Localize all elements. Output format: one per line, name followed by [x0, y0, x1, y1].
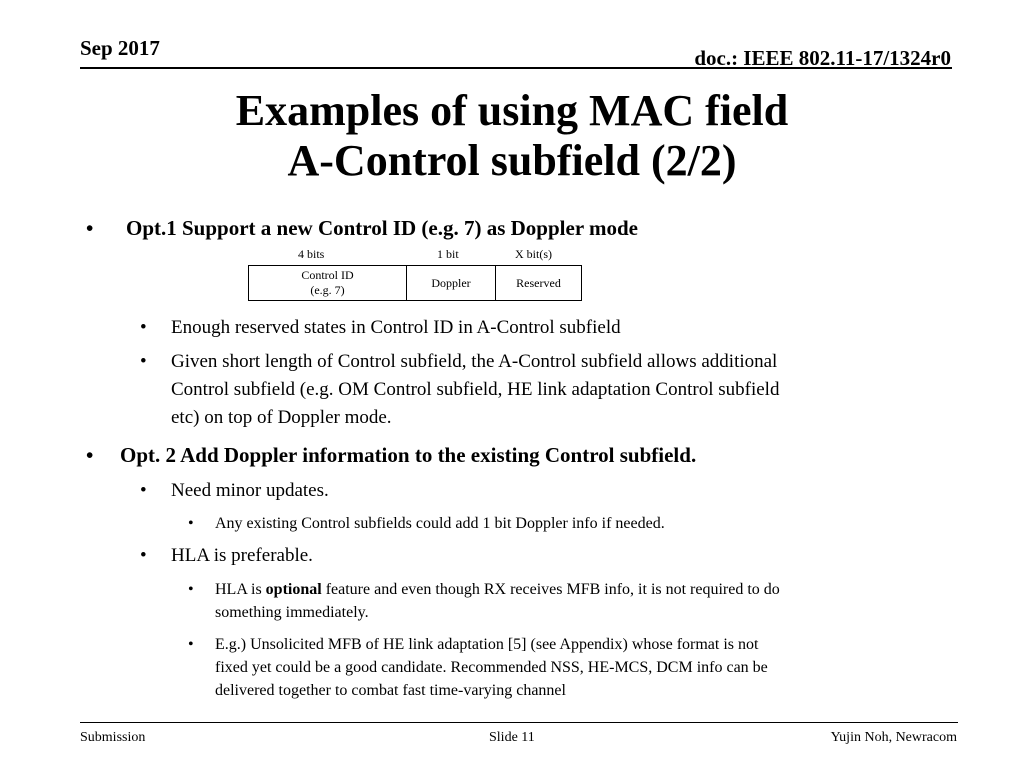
header-doc-id: doc.: IEEE 802.11-17/1324r0	[694, 46, 951, 70]
bullet-marker: •	[140, 317, 147, 338]
bullet-marker: •	[86, 216, 94, 240]
slide-title-line1: Examples of using MAC field	[235, 86, 789, 135]
bullet-opt2-sub2-sub1-line2: something immediately.	[215, 604, 369, 621]
footer-submission: Submission	[80, 730, 146, 745]
bullet-opt1-sub1-text: Enough reserved states in Control ID in A-Control subfield	[171, 317, 621, 338]
field-width-control-id: 4 bits	[298, 247, 325, 261]
text-run: HLA is	[215, 581, 266, 598]
bullet-marker: •	[188, 636, 194, 653]
bullet-opt1-sub2-text	[171, 348, 779, 432]
field-cell-control-id	[249, 266, 406, 300]
footer-divider	[80, 722, 958, 723]
bullet-opt2-sub2-sub2-line1: E.g.) Unsolicited MFB of HE link adaptation [5] (see Appendix) whose format is not	[215, 636, 759, 653]
field-cell-doppler-label: Doppler	[431, 275, 471, 290]
field-width-doppler: 1 bit	[437, 247, 459, 261]
field-cell-reserved-label: Reserved	[516, 275, 561, 290]
bullet-opt2-text: Opt. 2 Add Doppler information to the existing Control subfield.	[120, 443, 697, 467]
bullet-opt2-sub1-sub1-text: Any existing Control subfields could add 1 bit Doppler info if needed.	[215, 515, 665, 532]
field-cell-control-id-example: (e.g. 7)	[310, 283, 345, 297]
field-cell-doppler	[406, 266, 495, 300]
bullet-opt1-text: Opt.1 Support a new Control ID (e.g. 7) as Doppler mode	[126, 216, 638, 240]
field-diagram	[248, 265, 582, 301]
field-cell-control-id-label: Control ID	[301, 268, 354, 282]
bullet-opt1-sub2-line2: Control subfield (e.g. OM Control subfield, HE link adaptation Control subfield	[171, 379, 780, 400]
bullet-opt1-sub2-line3: etc) on top of Doppler mode.	[171, 407, 392, 428]
header-date: Sep 2017	[80, 36, 160, 60]
slide-title	[0, 86, 1024, 186]
bullet-opt2-sub2-text: HLA is preferable.	[171, 545, 313, 566]
bullet-opt2-sub2-sub1-text	[215, 578, 780, 624]
field-cell-reserved	[495, 266, 581, 300]
bullet-marker: •	[188, 581, 194, 598]
bullet-opt1-sub2-line1: Given short length of Control subfield, the A-Control subfield allows additional	[171, 351, 778, 372]
text-run: feature and even though RX receives MFB info, it is not required to do	[321, 581, 780, 598]
bullet-marker: •	[188, 515, 194, 532]
bullet-opt2-sub2-sub2-line3: delivered together to combat fast time-varying channel	[215, 682, 566, 699]
footer-slide-number: Slide 11	[489, 730, 535, 745]
bullet-marker: •	[140, 545, 147, 566]
header-divider	[80, 67, 952, 69]
bullet-opt2-sub2-sub2-line2: fixed yet could be a good candidate. Recommended NSS, HE-MCS, DCM info can be	[215, 659, 768, 676]
bullet-marker: •	[140, 351, 147, 372]
bullet-marker: •	[140, 480, 147, 501]
bullet-opt2-sub1-text: Need minor updates.	[171, 480, 329, 501]
bullet-marker: •	[86, 443, 94, 467]
text-run-emphasis: optional	[265, 581, 322, 598]
field-width-reserved: X bit(s)	[515, 247, 552, 261]
footer-author: Yujin Noh, Newracom	[830, 730, 957, 745]
bullet-opt2-sub2-sub2-text	[215, 633, 768, 702]
bullet-opt2-sub2-sub1-line1	[215, 578, 780, 601]
slide-title-line2: A-Control subfield (2/2)	[287, 136, 737, 185]
